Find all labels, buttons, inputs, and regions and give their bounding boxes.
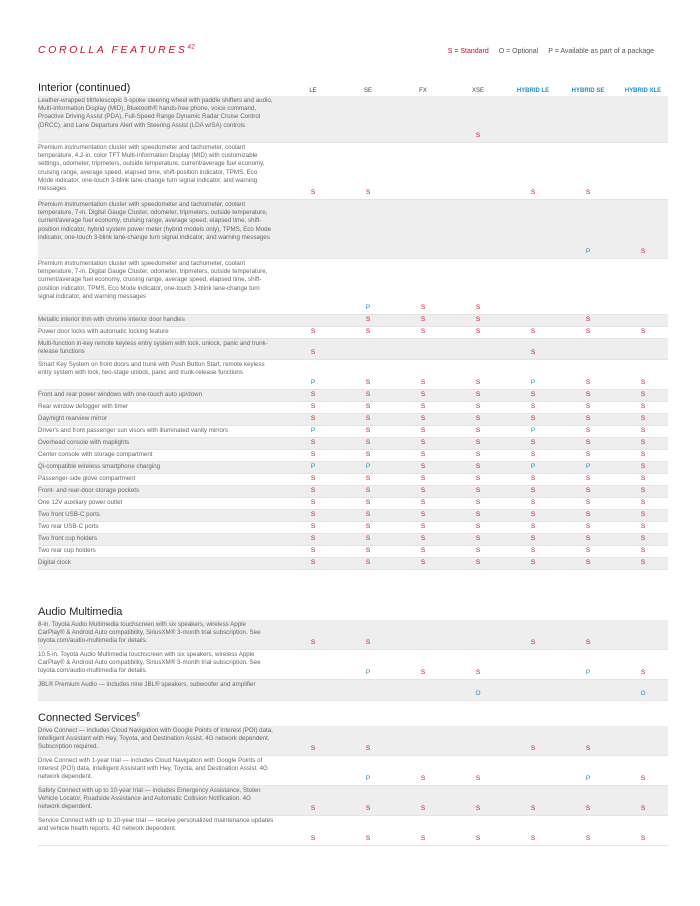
table-row bbox=[38, 620, 668, 650]
table-row bbox=[38, 414, 668, 426]
availability-hybrid-le: S bbox=[530, 349, 536, 356]
feature-label: One 12V auxiliary power outlet bbox=[38, 499, 123, 506]
feature-label: 10.5-in. Toyota Audio Multimedia touchscreen with six speakers, wireless Apple CarPlay® & Android Auto compatibility, SiriusXM® 3-month trial subscription. See toyota.com/audio-multimedia for details. bbox=[38, 651, 261, 675]
availability-se: P bbox=[365, 463, 371, 470]
feature-label: Service Connect with up to 10-year trial — receive personalized maintenance updates and vehicle health reports. 4G network dependent. bbox=[38, 817, 274, 833]
availability-fx: S bbox=[420, 547, 426, 554]
feature-label: Leather-wrapped tilt/telescopic 3-spoke steering wheel with paddle shifters and audio, Multi-Information Display (MID), Bluetooth® hands-free phone, voice command, Proactive Driving Assist (PDA), Full-Speed Range Dynamic Radar Cruise Control (DRCC), and Lane Departure Alert with Steering Assist (LDA w/SA) controls bbox=[38, 97, 273, 129]
availability-xse: S bbox=[475, 523, 481, 530]
table-row bbox=[38, 315, 668, 327]
availability-hybrid-xle: S bbox=[640, 328, 646, 335]
availability-se: S bbox=[365, 475, 371, 482]
section-interior-continued bbox=[38, 80, 668, 570]
table-row bbox=[38, 390, 668, 402]
table-row bbox=[38, 522, 668, 534]
availability-le: S bbox=[310, 639, 316, 646]
availability-fx: S bbox=[420, 523, 426, 530]
availability-le: S bbox=[310, 415, 316, 422]
availability-hybrid-se: S bbox=[585, 403, 591, 410]
availability-se: S bbox=[365, 745, 371, 752]
feature-label: JBL® Premium Audio — includes nine JBL® speakers, subwoofer and amplifier bbox=[38, 681, 256, 688]
availability-se: S bbox=[365, 805, 371, 812]
availability-hybrid-le: S bbox=[530, 475, 536, 482]
table-row bbox=[38, 756, 668, 786]
section-title: Interior (continued) bbox=[38, 82, 131, 94]
availability-le: S bbox=[310, 535, 316, 542]
availability-xse: O bbox=[475, 690, 481, 697]
legend bbox=[448, 48, 654, 55]
availability-le: P bbox=[310, 379, 316, 386]
availability-le: S bbox=[310, 189, 316, 196]
availability-hybrid-se: P bbox=[585, 463, 591, 470]
feature-label: Premium instrumentation cluster with speedometer and tachometer, coolant temperature, 7-in. Digital Gauge Cluster, odometer, tripmeters, outside temperature, current/average fuel economy, cruising range, average speed, elapsed time, shift-position indicator, hybrid system power meter (hybrid models only), TPMS, Eco Mode indicator, one-touch 3-blink lane-change turn signal indicator, and warning messages bbox=[38, 201, 272, 241]
feature-label: Day/night rearview mirror bbox=[38, 415, 108, 422]
feature-label: 8-in. Toyota Audio Multimedia touchscreen with six speakers, wireless Apple CarPlay® & Android Auto compatibility, SiriusXM® 3-month trial subscription. See toyota.com/audio-multimedia for details. bbox=[38, 621, 261, 645]
availability-xse: S bbox=[475, 487, 481, 494]
table-row bbox=[38, 650, 668, 680]
column-header-hybrid-xle: HYBRID XLE bbox=[624, 88, 662, 94]
feature-label: Overhead console with maplights bbox=[38, 439, 130, 446]
availability-hybrid-se: S bbox=[585, 487, 591, 494]
availability-xse: S bbox=[475, 391, 481, 398]
availability-le: P bbox=[310, 427, 316, 434]
availability-hybrid-se: S bbox=[585, 523, 591, 530]
table-row bbox=[38, 450, 668, 462]
availability-se: S bbox=[365, 379, 371, 386]
availability-fx: S bbox=[420, 535, 426, 542]
feature-label: Qi-compatible wireless smartphone charging bbox=[38, 463, 161, 470]
availability-hybrid-xle: S bbox=[640, 248, 646, 255]
availability-se: S bbox=[365, 511, 371, 518]
availability-se: S bbox=[365, 523, 371, 530]
availability-hybrid-se: S bbox=[585, 535, 591, 542]
feature-table bbox=[38, 620, 668, 701]
column-header-fx: FX bbox=[419, 88, 427, 94]
availability-xse: S bbox=[475, 379, 481, 386]
availability-hybrid-se: S bbox=[585, 391, 591, 398]
availability-hybrid-le: S bbox=[530, 745, 536, 752]
availability-hybrid-le: S bbox=[530, 535, 536, 542]
table-row bbox=[38, 486, 668, 498]
feature-label: Front- and rear-door storage pockets bbox=[38, 487, 140, 494]
availability-se: S bbox=[365, 535, 371, 542]
table-row bbox=[38, 339, 668, 360]
availability-xse: S bbox=[475, 547, 481, 554]
availability-xse: S bbox=[475, 316, 481, 323]
availability-fx: S bbox=[420, 463, 426, 470]
availability-fx: S bbox=[420, 499, 426, 506]
table-row bbox=[38, 726, 668, 756]
availability-fx: S bbox=[420, 835, 426, 842]
availability-hybrid-le: S bbox=[530, 639, 536, 646]
availability-hybrid-xle: S bbox=[640, 487, 646, 494]
availability-hybrid-xle: S bbox=[640, 669, 646, 676]
availability-xse: S bbox=[475, 535, 481, 542]
availability-hybrid-le: S bbox=[530, 805, 536, 812]
availability-se: S bbox=[365, 499, 371, 506]
availability-hybrid-le: S bbox=[530, 391, 536, 398]
availability-se: S bbox=[365, 328, 371, 335]
availability-se: P bbox=[365, 669, 371, 676]
table-row bbox=[38, 558, 668, 570]
availability-hybrid-xle: O bbox=[640, 690, 646, 697]
feature-label: Safety Connect with up to 10-year trial — includes Emergency Assistance, Stolen Vehicle Locator, Roadside Assistance and Automatic Collision Notification. 4G network dependent. bbox=[38, 787, 261, 811]
feature-label: Two front USB-C ports bbox=[38, 511, 100, 518]
availability-xse: S bbox=[475, 304, 481, 311]
availability-hybrid-xle: S bbox=[640, 463, 646, 470]
availability-fx: S bbox=[420, 391, 426, 398]
availability-hybrid-xle: S bbox=[640, 559, 646, 566]
availability-le: S bbox=[310, 439, 316, 446]
availability-fx: S bbox=[420, 475, 426, 482]
availability-le: S bbox=[310, 745, 316, 752]
availability-hybrid-se: S bbox=[585, 499, 591, 506]
availability-fx: S bbox=[420, 316, 426, 323]
availability-hybrid-xle: S bbox=[640, 379, 646, 386]
availability-fx: S bbox=[420, 451, 426, 458]
availability-hybrid-le: S bbox=[530, 439, 536, 446]
feature-label: Digital clock bbox=[38, 559, 72, 566]
availability-hybrid-se: P bbox=[585, 669, 591, 676]
table-row bbox=[38, 327, 668, 339]
availability-se: S bbox=[365, 427, 371, 434]
availability-fx: S bbox=[420, 304, 426, 311]
availability-hybrid-xle: S bbox=[640, 535, 646, 542]
availability-fx: S bbox=[420, 403, 426, 410]
availability-le: S bbox=[310, 805, 316, 812]
availability-xse: S bbox=[475, 328, 481, 335]
table-row bbox=[38, 534, 668, 546]
column-header-hybrid-se: HYBRID SE bbox=[571, 88, 605, 94]
section-header bbox=[38, 80, 668, 94]
availability-fx: S bbox=[420, 775, 426, 782]
table-row bbox=[38, 360, 668, 390]
feature-label: Drive Connect with 1-year trial — includes Cloud Navigation with Google Points of Interest (POI) data, Intelligent Assistant with Hey, Toyota, and Destination Assist. 4G network dependent. bbox=[38, 757, 268, 781]
availability-hybrid-le: S bbox=[530, 511, 536, 518]
section-title: Audio Multimedia bbox=[38, 606, 123, 618]
legend-optional: O = Optional bbox=[498, 48, 539, 55]
availability-xse: S bbox=[475, 559, 481, 566]
availability-le: S bbox=[310, 511, 316, 518]
feature-label: Premium instrumentation cluster with speedometer and tachometer, coolant temperature, 7-in. Digital Gauge Cluster, odometer, tripmeters, outside temperature, current/average fuel economy, cruising range, average speed, elapsed time, shift-position indicator, TPMS, Eco Mode indicator, one-touch 3-blink lane-change turn signal indicator, and warning messages bbox=[38, 260, 268, 300]
availability-hybrid-xle: S bbox=[640, 775, 646, 782]
feature-label: Multi-function in-key remote keyless entry system with lock, unlock, panic and trunk-release functions bbox=[38, 340, 268, 356]
feature-label: Smart Key System on front doors and trunk with Push Button Start, remote keyless entry system with lock, two-stage unlock, panic and trunk-release functions bbox=[38, 361, 265, 377]
availability-hybrid-se: S bbox=[585, 835, 591, 842]
availability-hybrid-se: S bbox=[585, 328, 591, 335]
availability-se: S bbox=[365, 639, 371, 646]
availability-le: S bbox=[310, 523, 316, 530]
legend-package: P = Available as part of a package bbox=[548, 48, 654, 55]
availability-xse: S bbox=[475, 427, 481, 434]
availability-hybrid-se: S bbox=[585, 379, 591, 386]
availability-fx: S bbox=[420, 487, 426, 494]
availability-hybrid-se: S bbox=[585, 559, 591, 566]
availability-hybrid-xle: S bbox=[640, 427, 646, 434]
feature-label: Power door locks with automatic locking feature bbox=[38, 328, 169, 335]
table-row bbox=[38, 786, 668, 816]
table-row bbox=[38, 96, 668, 143]
availability-xse: S bbox=[475, 669, 481, 676]
availability-se: S bbox=[365, 403, 371, 410]
feature-label: Two front cup holders bbox=[38, 535, 98, 542]
availability-hybrid-xle: S bbox=[640, 523, 646, 530]
availability-hybrid-se: P bbox=[585, 775, 591, 782]
availability-le: S bbox=[310, 391, 316, 398]
availability-le: S bbox=[310, 547, 316, 554]
availability-se: S bbox=[365, 487, 371, 494]
availability-le: S bbox=[310, 499, 316, 506]
legend-standard: S = Standard bbox=[447, 48, 489, 55]
column-header-se: SE bbox=[363, 88, 372, 94]
availability-fx: S bbox=[420, 669, 426, 676]
availability-xse: S bbox=[475, 451, 481, 458]
availability-xse: S bbox=[475, 439, 481, 446]
availability-se: S bbox=[365, 835, 371, 842]
availability-hybrid-le: P bbox=[530, 463, 536, 470]
feature-table bbox=[38, 96, 668, 570]
availability-fx: S bbox=[420, 511, 426, 518]
feature-label: Premium instrumentation cluster with speedometer and tachometer, coolant temperature, 4.2-in. color TFT Multi-Information Display (MID) with customizable settings, odometer, tripmeters, outside temperature, current/average fuel economy, cruising range, average speed, elapsed time, shift-position indicator, TPMS, Eco Mode indicator, one-touch 3-blink lane-change turn signal indicator, and warning messages bbox=[38, 144, 265, 193]
availability-hybrid-xle: S bbox=[640, 439, 646, 446]
column-header-le: LE bbox=[309, 88, 317, 94]
availability-hybrid-se: S bbox=[585, 316, 591, 323]
availability-hybrid-se: S bbox=[585, 745, 591, 752]
availability-le: S bbox=[310, 328, 316, 335]
table-row bbox=[38, 498, 668, 510]
availability-hybrid-se: S bbox=[585, 511, 591, 518]
table-row bbox=[38, 510, 668, 522]
availability-hybrid-le: S bbox=[530, 451, 536, 458]
availability-xse: S bbox=[475, 463, 481, 470]
availability-se: S bbox=[365, 547, 371, 554]
availability-se: S bbox=[365, 439, 371, 446]
availability-hybrid-le: S bbox=[530, 328, 536, 335]
availability-fx: S bbox=[420, 415, 426, 422]
availability-hybrid-le: S bbox=[530, 403, 536, 410]
availability-hybrid-se: S bbox=[585, 451, 591, 458]
table-row bbox=[38, 200, 668, 259]
availability-hybrid-xle: S bbox=[640, 835, 646, 842]
availability-se: S bbox=[365, 415, 371, 422]
availability-se: P bbox=[365, 304, 371, 311]
availability-fx: S bbox=[420, 559, 426, 566]
availability-hybrid-xle: S bbox=[640, 805, 646, 812]
availability-se: P bbox=[365, 775, 371, 782]
availability-se: S bbox=[365, 451, 371, 458]
availability-xse: S bbox=[475, 132, 481, 139]
availability-le: S bbox=[310, 559, 316, 566]
availability-xse: S bbox=[475, 511, 481, 518]
feature-label: Center console with storage compartment bbox=[38, 451, 153, 458]
availability-xse: S bbox=[475, 835, 481, 842]
availability-le: S bbox=[310, 487, 316, 494]
section-connected-services bbox=[38, 710, 668, 846]
availability-fx: S bbox=[420, 805, 426, 812]
availability-xse: S bbox=[475, 475, 481, 482]
availability-le: S bbox=[310, 475, 316, 482]
section-title: Connected Services$^6$ bbox=[38, 712, 140, 724]
availability-se: S bbox=[365, 316, 371, 323]
availability-hybrid-le: S bbox=[530, 415, 536, 422]
availability-le: P bbox=[310, 463, 316, 470]
availability-se: S bbox=[365, 391, 371, 398]
feature-label: Driver's and front passenger sun visors with illuminated vanity mirrors bbox=[38, 427, 228, 434]
availability-hybrid-xle: S bbox=[640, 391, 646, 398]
availability-se: S bbox=[365, 189, 371, 196]
feature-label: Two rear USB-C ports bbox=[38, 523, 99, 530]
table-row bbox=[38, 474, 668, 486]
section-audio-multimedia bbox=[38, 604, 668, 701]
availability-hybrid-se: S bbox=[585, 547, 591, 554]
availability-hybrid-le: S bbox=[530, 487, 536, 494]
feature-label: Passenger-side glove compartment bbox=[38, 475, 136, 482]
table-row bbox=[38, 546, 668, 558]
table-row bbox=[38, 402, 668, 414]
availability-hybrid-se: S bbox=[585, 475, 591, 482]
availability-fx: S bbox=[420, 379, 426, 386]
availability-hybrid-le: S bbox=[530, 523, 536, 530]
availability-fx: S bbox=[420, 439, 426, 446]
availability-hybrid-le: S bbox=[530, 547, 536, 554]
availability-hybrid-le: P bbox=[530, 379, 536, 386]
availability-hybrid-le: S bbox=[530, 189, 536, 196]
feature-label: Rear window defogger with timer bbox=[38, 403, 129, 410]
table-row bbox=[38, 816, 668, 846]
availability-le: S bbox=[310, 349, 316, 356]
table-row bbox=[38, 438, 668, 450]
availability-se: S bbox=[365, 559, 371, 566]
availability-hybrid-xle: S bbox=[640, 499, 646, 506]
availability-hybrid-xle: S bbox=[640, 547, 646, 554]
column-header-hybrid-le: HYBRID LE bbox=[516, 88, 550, 94]
availability-xse: S bbox=[475, 775, 481, 782]
availability-hybrid-xle: S bbox=[640, 451, 646, 458]
availability-hybrid-se: S bbox=[585, 439, 591, 446]
availability-le: S bbox=[310, 451, 316, 458]
availability-hybrid-xle: S bbox=[640, 415, 646, 422]
availability-hybrid-le: S bbox=[530, 559, 536, 566]
availability-xse: S bbox=[475, 403, 481, 410]
availability-hybrid-xle: S bbox=[640, 511, 646, 518]
availability-xse: S bbox=[475, 415, 481, 422]
availability-hybrid-se: S bbox=[585, 415, 591, 422]
table-row bbox=[38, 143, 668, 200]
availability-hybrid-xle: S bbox=[640, 475, 646, 482]
availability-hybrid-le: P bbox=[530, 427, 536, 434]
availability-hybrid-se: S bbox=[585, 639, 591, 646]
feature-table bbox=[38, 726, 668, 846]
table-row bbox=[38, 259, 668, 315]
feature-label: Front and rear power windows with one-touch auto up/down bbox=[38, 391, 203, 398]
section-header bbox=[38, 604, 668, 618]
availability-hybrid-se: S bbox=[585, 805, 591, 812]
table-row bbox=[38, 680, 668, 701]
column-header-xse: XSE bbox=[471, 88, 484, 94]
availability-xse: S bbox=[475, 805, 481, 812]
availability-hybrid-xle: S bbox=[640, 403, 646, 410]
availability-le: S bbox=[310, 403, 316, 410]
availability-hybrid-le: S bbox=[530, 499, 536, 506]
availability-le: S bbox=[310, 835, 316, 842]
section-header bbox=[38, 710, 668, 724]
availability-hybrid-se: S bbox=[585, 427, 591, 434]
table-row bbox=[38, 462, 668, 474]
availability-fx: S bbox=[420, 427, 426, 434]
feature-label: Metallic interior trim with chrome interior door handles bbox=[38, 316, 185, 323]
availability-hybrid-le: S bbox=[530, 835, 536, 842]
page-header bbox=[38, 44, 668, 60]
table-row bbox=[38, 426, 668, 438]
availability-hybrid-se: S bbox=[585, 189, 591, 196]
feature-label: Two rear cup holders bbox=[38, 547, 96, 554]
availability-hybrid-se: P bbox=[585, 248, 591, 255]
page-title: COROLLA FEATURES$^{42}$ bbox=[38, 44, 196, 56]
feature-label: Drive Connect — includes Cloud Navigation with Google Points of Interest (POI) data, Intelligent Assistant with Hey, Toyota, and Destination Assist. 4G network dependent. Subscription required. bbox=[38, 727, 273, 751]
availability-fx: S bbox=[420, 328, 426, 335]
availability-xse: S bbox=[475, 499, 481, 506]
